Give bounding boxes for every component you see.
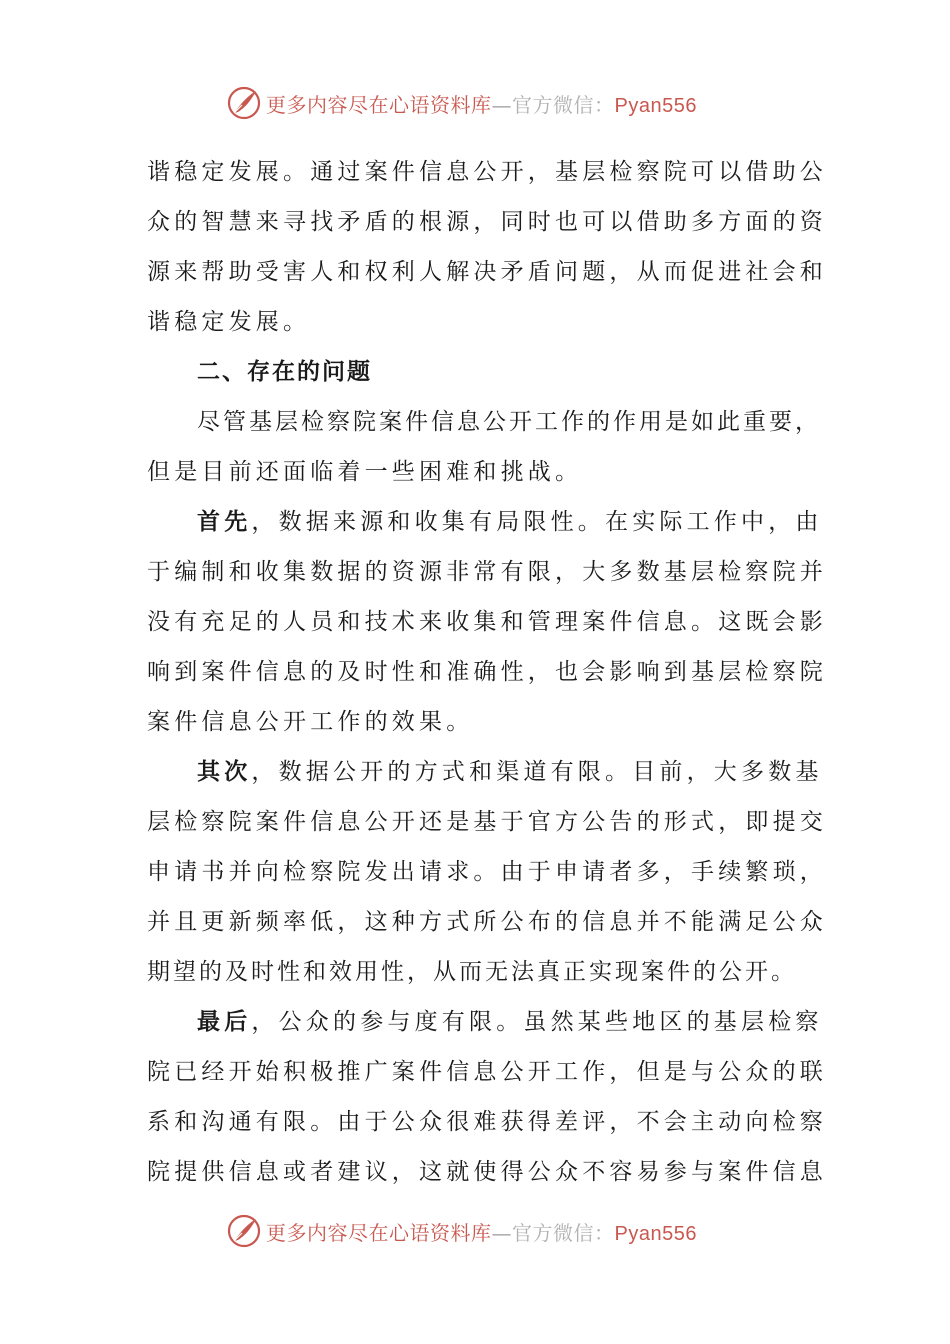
banner-dash: — (491, 1220, 512, 1245)
banner-wechat-label: 官方微信： (512, 1220, 615, 1245)
banner-dash: — (491, 92, 512, 117)
paragraph-line (147, 997, 823, 1047)
banner-wechat-id: Pyan556 (614, 94, 697, 117)
paragraph-line (147, 497, 823, 547)
paragraph-line: 院已经开始积极推广案件信息公开工作，但是与公众的联 (147, 1059, 827, 1085)
banner-wechat-label: 官方微信： (512, 92, 615, 117)
footer-banner (0, 1211, 950, 1251)
paragraph-text: ，公众的参与度有限。虽然某些地区的基层检察 (251, 1009, 823, 1035)
lead-word: 其次 (197, 758, 252, 785)
banner-site-text: 更多内容尽在心语资料库 (266, 92, 492, 117)
header-banner (0, 83, 950, 123)
paragraph-line: 众的智慧来寻找矛盾的根源，同时也可以借助多方面的资 (147, 209, 827, 235)
paragraph-line: 案件信息公开工作的效果。 (147, 709, 474, 735)
paragraph-text: ，数据公开的方式和渠道有限。目前，大多数基 (251, 759, 823, 785)
paragraph-line: 谐稳定发展。 (147, 309, 311, 335)
document-body (147, 147, 827, 1197)
quill-logo-icon (226, 1213, 262, 1249)
paragraph-line: 并且更新频率低，这种方式所公布的信息并不能满足公众 (147, 909, 827, 935)
paragraph-line: 层检察院案件信息公开还是基于官方公告的形式，即提交 (147, 809, 827, 835)
paragraph-line: 于编制和收集数据的资源非常有限，大多数基层检察院并 (147, 559, 827, 585)
paragraph-line: 响到案件信息的及时性和准确性，也会影响到基层检察院 (147, 659, 827, 685)
lead-word: 首先 (197, 508, 252, 535)
paragraph-line: 系和沟通有限。由于公众很难获得差评，不会主动向检察 (147, 1109, 827, 1135)
paragraph-line: 尽管基层检察院案件信息公开工作的作用是如此重要， (197, 409, 821, 435)
paragraph-line: 但是目前还面临着一些困难和挑战。 (147, 459, 583, 485)
banner-site-text: 更多内容尽在心语资料库 (266, 1220, 492, 1245)
lead-word: 最后 (197, 1008, 252, 1035)
paragraph-line (147, 747, 823, 797)
paragraph-line: 没有充足的人员和技术来收集和管理案件信息。这既会影 (147, 609, 827, 635)
paragraph-text: ，数据来源和收集有局限性。在实际工作中，由 (251, 509, 823, 535)
paragraph-line: 源来帮助受害人和权利人解决矛盾问题，从而促进社会和 (147, 259, 827, 285)
banner-wechat-id: Pyan556 (614, 1222, 697, 1245)
quill-logo-icon (226, 85, 262, 121)
paragraph-line: 期望的及时性和效用性，从而无法真正实现案件的公开。 (147, 959, 797, 985)
section-heading: 二、存在的问题 (197, 358, 372, 385)
paragraph-line: 谐稳定发展。通过案件信息公开，基层检察院可以借助公 (147, 159, 827, 185)
banner-text (266, 1217, 697, 1246)
paragraph-line: 申请书并向检察院发出请求。由于申请者多，手续繁琐， (147, 859, 827, 885)
paragraph-line: 院提供信息或者建议，这就使得公众不容易参与案件信息 (147, 1159, 827, 1185)
banner-text (266, 89, 697, 118)
